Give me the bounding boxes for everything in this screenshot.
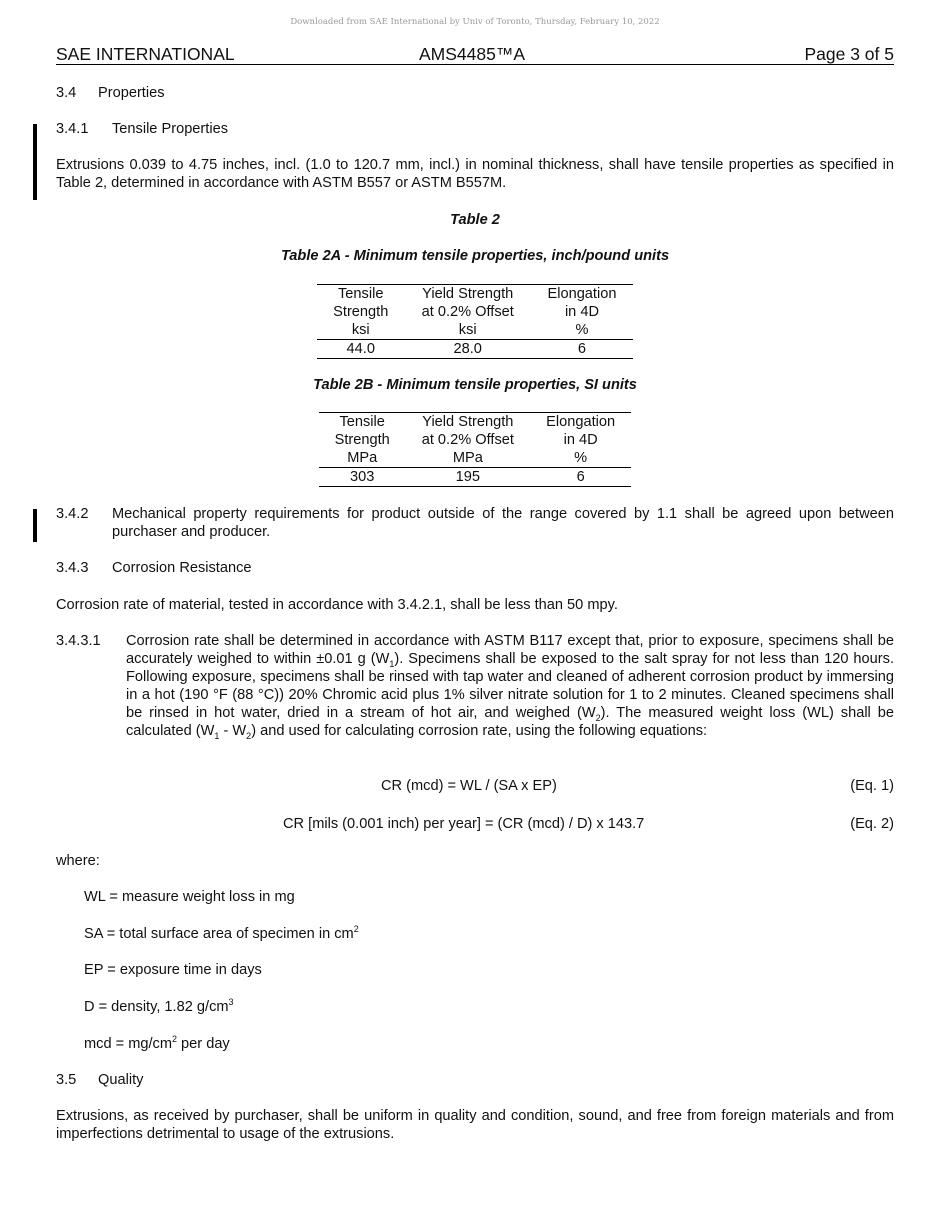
- section-3-4-2-line-1: Mechanical property requirements for product outside of the range covered by 1.1 shall be agreed upon between: [112, 506, 894, 522]
- section-3-4-3-title: Corrosion Resistance: [112, 560, 252, 576]
- table-header-cell: Elongation: [530, 413, 631, 432]
- section-3-4-3-1-number: 3.4.3.1: [56, 633, 101, 649]
- subscript: 1: [389, 658, 395, 669]
- table-header-row: [317, 321, 633, 340]
- table-cell: 6: [530, 468, 631, 487]
- change-bar: [33, 509, 37, 542]
- section-3-4-3-1-body: [126, 632, 894, 740]
- subscript: 2: [246, 730, 252, 741]
- superscript: 2: [171, 1034, 177, 1045]
- table-header-cell: Tensile: [319, 413, 405, 432]
- table-header-cell: ksi: [317, 321, 404, 340]
- body-text: ). The measured weight loss (WL) shall be calculated (W: [126, 705, 894, 739]
- equation-1-label: (Eq. 1): [850, 778, 894, 794]
- table-row: [317, 340, 633, 359]
- change-bar: [33, 124, 37, 200]
- table-header-cell: Yield Strength: [404, 285, 530, 304]
- table-header-cell: in 4D: [563, 432, 598, 448]
- definition-wl: WL = measure weight loss in mg: [84, 889, 295, 905]
- table-header-cell: %: [531, 321, 633, 340]
- table-2b-caption: Table 2B - Minimum tensile properties, SI units: [313, 377, 637, 393]
- section-3-4-2-line-2: purchaser and producer.: [112, 524, 271, 540]
- table-header-cell: Tensile: [317, 285, 404, 304]
- table-header-cell: %: [530, 449, 631, 468]
- header-rule: [56, 64, 894, 65]
- table-header-cell: Yield Strength: [405, 413, 530, 432]
- table-header-cell: at 0.2% Offset: [421, 304, 514, 320]
- table-cell: 6: [531, 340, 633, 359]
- equation-2: CR [mils (0.001 inch) per year] = (CR (mcd) / D) x 143.7: [283, 816, 645, 832]
- download-watermark: Downloaded from SAE International by Univ of Toronto, Thursday, February 10, 2022: [290, 17, 660, 27]
- table-header-row: [319, 449, 631, 468]
- body-text: - W: [219, 723, 247, 739]
- table-header-cell: Elongation: [531, 285, 633, 304]
- definition-text: D = density, 1.82 g/cm: [84, 999, 229, 1015]
- section-3-5-number: 3.5: [56, 1072, 77, 1088]
- equation-2-label: (Eq. 2): [850, 816, 894, 832]
- definition-text: per day: [177, 1036, 230, 1052]
- table-cell: 44.0: [317, 340, 404, 359]
- section-3-5-body: Extrusions, as received by purchaser, shall be uniform in quality and condition, sound, and free from foreign materials and from imperfections detrimental to usage of the extrusions.: [56, 1108, 894, 1142]
- table-2a: [317, 284, 633, 359]
- header-doc-number: AMS4485™A: [419, 44, 526, 64]
- section-3-4-2-number: 3.4.2: [56, 506, 89, 522]
- subscript: 2: [595, 712, 601, 723]
- table-cell: 195: [405, 468, 530, 487]
- table-2b: [319, 412, 631, 487]
- section-3-5-title: Quality: [98, 1072, 144, 1088]
- section-3-4-1-body: Extrusions 0.039 to 4.75 inches, incl. (1.0 to 120.7 mm, incl.) in nominal thickness, shall have tensile properties as specified in Table 2, determined in accordance with ASTM B557 or ASTM B557M.: [56, 157, 894, 191]
- subscript: 1: [214, 730, 220, 741]
- table-header-cell: ksi: [404, 321, 530, 340]
- table-header-row: [317, 303, 633, 321]
- table-header-cell: Strength: [333, 304, 389, 320]
- table-header-row: [319, 413, 631, 432]
- where-label: where:: [56, 853, 100, 869]
- section-3-4-number: 3.4: [56, 85, 77, 101]
- body-text: Corrosion rate shall be determined in accordance with ASTM B117 except that, prior to exposure, specimens shall be accurately weighed to within ±0.01 g (W: [126, 633, 894, 667]
- section-3-4-1-number: 3.4.1: [56, 121, 89, 137]
- superscript: 3: [228, 997, 234, 1008]
- section-3-4-3-number: 3.4.3: [56, 560, 89, 576]
- section-3-4-1-title: Tensile Properties: [112, 121, 228, 137]
- table-row: [319, 468, 631, 487]
- table-header-cell: Strength: [334, 432, 390, 448]
- header-org: SAE INTERNATIONAL: [56, 44, 235, 64]
- section-3-4-title: Properties: [98, 85, 165, 101]
- header-page-number: Page 3 of 5: [804, 44, 894, 64]
- table-header-row: [319, 431, 631, 449]
- table-cell: 28.0: [404, 340, 530, 359]
- body-text: ) and used for calculating corrosion rate, using the following equations:: [251, 723, 708, 739]
- table-header-cell: MPa: [319, 449, 405, 468]
- table-header-row: [317, 285, 633, 304]
- table-header-cell: MPa: [405, 449, 530, 468]
- table-cell: 303: [319, 468, 405, 487]
- section-3-4-3-body: Corrosion rate of material, tested in accordance with 3.4.2.1, shall be less than 50 mpy.: [56, 597, 618, 613]
- body-text: ). Specimens shall be exposed to the salt spray for not less than 120 hours. Following exposure, specimens shall be rinsed with tap water and cleaned of adherent corrosion product by immersing in a hot (190 °F (88 °C)) 20% Chromic acid plus 1% silver nitrate solution for 1 to 2 minutes. Cleaned specimens shall be rinsed in hot water, dried in a stream of hot air, and weighed (W: [126, 651, 894, 721]
- table-header-cell: at 0.2% Offset: [421, 432, 514, 448]
- definition-sa: [84, 925, 359, 943]
- table-2-caption: Table 2: [450, 212, 500, 228]
- definition-mcd: [84, 1035, 230, 1053]
- superscript: 2: [353, 924, 359, 935]
- definition-d: [84, 998, 234, 1016]
- definition-text: SA = total surface area of specimen in cm: [84, 926, 354, 942]
- table-2a-caption: Table 2A - Minimum tensile properties, inch/pound units: [280, 248, 670, 264]
- equation-1: CR (mcd) = WL / (SA x EP): [381, 778, 557, 794]
- definition-ep: EP = exposure time in days: [84, 962, 262, 978]
- table-header-cell: in 4D: [564, 304, 600, 320]
- definition-text: mcd = mg/cm: [84, 1036, 172, 1052]
